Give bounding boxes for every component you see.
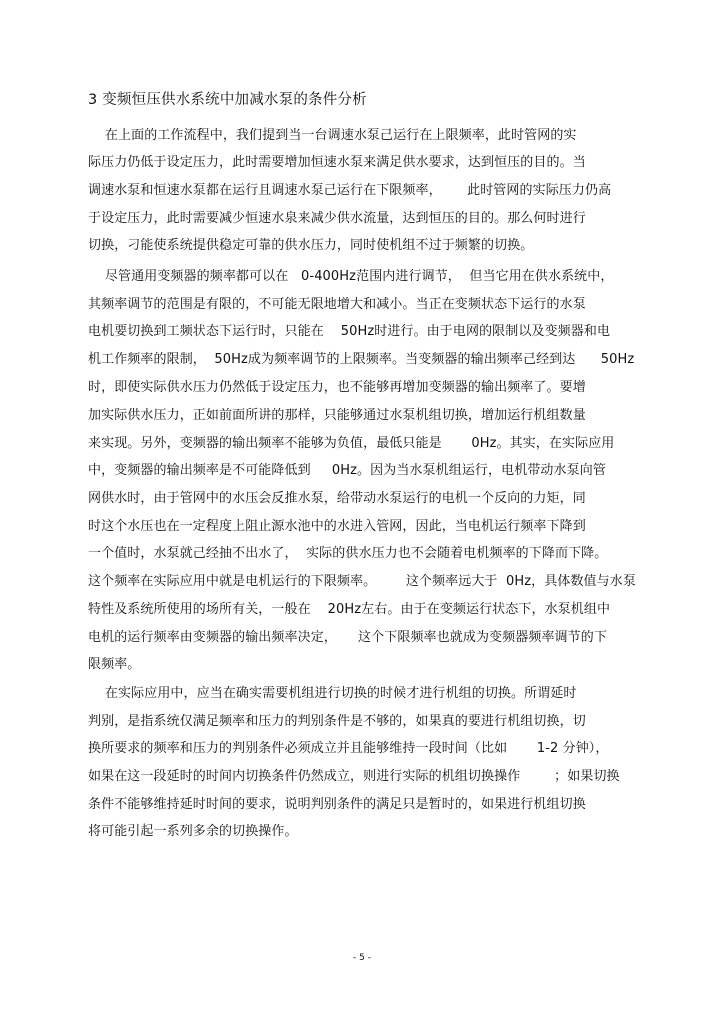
paragraph-2-line-14: 电机的运行频率由变频器的输出频率决定， 这个下限频率也就成为变频器频率调节的下	[88, 630, 607, 645]
paragraph-2-line-11: 一个值时，水泵就己经抽不出水了， 实际的供水压力也不会随着电机频率的下降而下降。	[88, 546, 608, 561]
paragraph-2-line-15: 限频率。	[88, 657, 141, 672]
paragraph-3-line-3: 换所要求的频率和压力的判别条件必须成立并且能够维持一段时间（比如 1-2 分钟），	[88, 741, 609, 756]
paragraph-2-line-1: 尽管通用变频器的频率都可以在 0-400Hz范围内进行调节， 但当它用在供水系统中，	[88, 269, 614, 284]
paragraph-3-line-2: 判别，是指系统仅满足频率和压力的判别条件是不够的，如果真的要进行机组切换，切	[88, 714, 586, 729]
paragraph-1-line-4: 于设定压力，此时需要减少恒速水泉来减少供水流量，达到恒压的目的。那么何时进行	[88, 211, 586, 226]
paragraph-3-line-6: 将可能引起一系列多余的切换操作。	[88, 824, 298, 839]
paragraph-1-line-3: 调速水泵和恒速水泵都在运行且调速水泵己运行在下限频率， 此时管网的实际压力仍高	[88, 183, 612, 198]
paragraph-2-line-12: 这个频率在实际应用中就是电机运行的下限频率。 这个频率远大于 0Hz，具体数值与水泵	[88, 574, 636, 589]
paragraph-2-line-5: 时，即使实际供水压力仍然低于设定压力，也不能够再增加变频器的输出频率了。要增	[88, 380, 586, 395]
paragraph-2-line-2: 其频率调节的范围是有限的，不可能无限地增大和减小。当正在变频状态下运行的水泵	[88, 297, 586, 312]
paragraph-2-line-9: 网供水时，由于管网中的水压会反推水泵，给带动水泵运行的电机一个反向的力矩，同	[88, 491, 586, 506]
paragraph-2-line-8: 中，变频器的输出频率是不可能降低到 0Hz。因为当水泵机组运行，电机带动水泵向管	[88, 463, 606, 478]
section-heading: 3 变频恒压供水系统中加减水泵的条件分析	[88, 92, 367, 108]
paragraph-2-line-10: 时这个水压也在一定程度上阻止源水池中的水进入管网，因此，当电机运行频率下降到	[88, 519, 586, 534]
paragraph-3-line-1: 在实际应用中，应当在确实需要机组进行切换的时候才进行机组的切换。所谓延时	[88, 686, 577, 701]
paragraph-2-line-3: 电机要切换到工频状态下运行时，只能在 50Hz时进行。由于电网的限制以及变频器和电	[88, 324, 611, 339]
paragraph-3-line-4: 如果在这一段延时的时间内切换条件仍然成立，则进行实际的机组切换操作 ；如果切换	[88, 769, 620, 784]
paragraph-3-line-5: 条件不能够维持延时时间的要求，说明判别条件的满足只是暂时的，如果进行机组切换	[88, 797, 586, 812]
paragraph-2-line-6: 加实际供水压力，正如前面所讲的那样，只能够通过水泵机组切换，增加运行机组数量	[88, 408, 586, 423]
paragraph-2-line-4: 机工作频率的限制， 50Hz成为频率调节的上限频率。当变频器的输出频率己经到达 50Hz	[88, 352, 635, 367]
page-number: - 5 -	[353, 953, 371, 963]
paragraph-2-line-13: 特性及系统所使用的场所有关，一般在 20Hz左右。由于在变频运行状态下，水泵机组中	[88, 602, 611, 617]
paragraph-1-line-5: 切换，刁能使系统提供稳定可靠的供水压力，同时使机组不过于频繁的切换。	[88, 238, 534, 253]
paragraph-1-line-2: 际压力仍低于设定压力，此时需要增加恒速水泵来满足供水要求，达到恒压的目的。当	[88, 155, 586, 170]
paragraph-1-line-1: 在上面的工作流程中，我们提到当一台调速水泵己运行在上限频率，此时管网的实	[88, 128, 577, 143]
paragraph-2-line-7: 来实现。另外，变频器的输出频率不能够为负值，最低只能是 0Hz。其实，在实际应用	[88, 436, 615, 451]
